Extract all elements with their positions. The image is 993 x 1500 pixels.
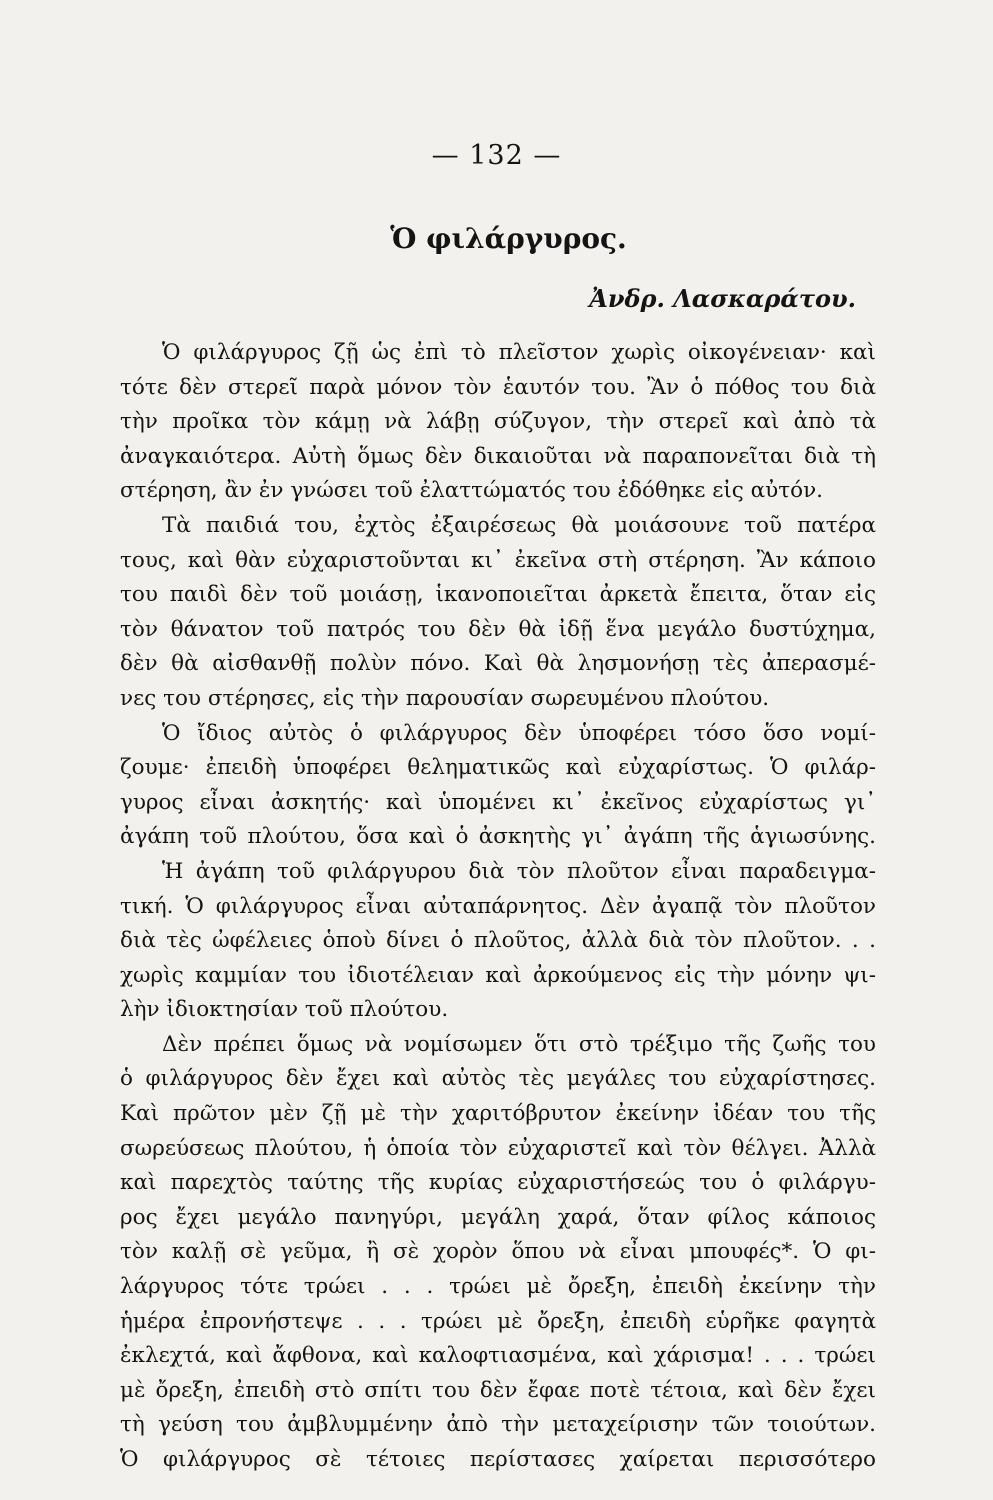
text-line: τὸν καλῇ σὲ γεῦμα, ἢ σὲ χορὸν ὅπου νὰ εἶναι μπουφές*. Ὁ φι- (120, 1239, 876, 1265)
text-line: ρος ἔχει μεγάλο πανηγύρι, μεγάλη χαρά, ὅταν φίλος κάποιος (120, 1204, 876, 1230)
text-line: λὴν ἰδιοκτησίαν τοῦ πλούτου. (120, 997, 449, 1023)
text-line: νες του στέρησες, εἰς τὴν παρουσίαν σωρευμένου πλούτου. (120, 685, 770, 711)
page-number: — 132 — (431, 140, 562, 171)
text-line: ἀναγκαιότερα. Αὐτὴ ὅμως δὲν δικαιοῦται νὰ παραπονεῖται διὰ τὴ (120, 443, 876, 469)
text-line: σωρεύσεως πλούτου, ἡ ὁποία τὸν εὐχαριστεῖ καὶ τὸν θέλγει. Ἀλλὰ (120, 1135, 876, 1161)
text-line: μὲ ὄρεξη, ἐπειδὴ στὸ σπίτι του δὲν ἔφαε ποτὲ τέτοια, καὶ δὲν ἔχει (120, 1377, 876, 1403)
body-text (120, 336, 876, 1478)
text-line: τὴ γεύση του ἀμβλυμμένην ἀπὸ τὴν μεταχείρισην τῶν τοιούτων. (120, 1412, 876, 1438)
text-line: τὸν θάνατον τοῦ πατρός του δὲν θὰ ἰδῇ ἕνα μεγάλο δυστύχημα, (120, 616, 876, 642)
text-line: στέρηση, ἂν ἐν γνώσει τοῦ ἐλαττώματός του ἐδόθηκε εἰς αὐτόν. (120, 478, 823, 504)
text-line: Ὁ φιλάργυρος ζῇ ὡς ἐπὶ τὸ πλεῖστον χωρὶς οἰκογένειαν· καὶ (162, 340, 876, 365)
text-line: Ὁ ἴδιος αὐτὸς ὁ φιλάργυρος δὲν ὑποφέρει τόσο ὅσο νομί- (162, 720, 876, 746)
text-line: τική. Ὁ φιλάργυρος εἶναι αὐταπάρνητος. Δὲν ἀγαπᾷ τὸν πλοῦτον (120, 893, 876, 919)
text-line: Τὰ παιδιά του, ἐχτὸς ἐξαιρέσεως θὰ μοιάσουνε τοῦ πατέρα (162, 512, 876, 538)
text-line: γυρος εἶναι ἀσκητής· καὶ ὑπομένει κι᾽ ἐκεῖνος εὐχαρίστως γι᾽ (120, 789, 876, 815)
text-line: δὲν θὰ αἰσθανθῇ πολὺν πόνο. Καὶ θὰ λησμονήσῃ τὲς ἀπερασμέ- (120, 651, 876, 677)
text-line: χωρὶς καμμίαν του ἰδιοτέλειαν καὶ ἀρκούμενος εἰς τὴν μόνην ψι- (120, 962, 876, 988)
text-line: ζουμε· ἐπειδὴ ὑποφέρει θεληματικῶς καὶ εὐχαρίστως. Ὁ φιλάρ- (120, 755, 876, 781)
text-line: Ὁ φιλάργυρος σὲ τέτοιες περίστασες χαίρεται περισσότερο (120, 1447, 876, 1472)
text-line: ἐκλεχτά, καὶ ἄφθονα, καὶ καλοφτιασμένα, καὶ χάρισμα! . . . τρώει (120, 1343, 876, 1369)
text-line: Δὲν πρέπει ὅμως νὰ νομίσωμεν ὅτι στὸ τρέξιμο τῆς ζωῆς του (162, 1031, 876, 1057)
text-line: ἀγάπη τοῦ πλούτου, ὅσα καὶ ὁ ἀσκητὴς γι᾽ ἀγάπη τῆς ἁγιωσύνης. (120, 824, 876, 850)
text-line: τὴν προῖκα τὸν κάμῃ νὰ λάβῃ σύζυγον, τὴν στερεῖ καὶ ἀπὸ τὰ (120, 409, 876, 435)
text-line: Καὶ πρῶτον μὲν ζῇ μὲ τὴν χαριτόβρυτον ἐκείνην ἰδέαν του τῆς (120, 1101, 876, 1127)
text-line: τότε δὲν στερεῖ παρὰ μόνον τὸν ἑαυτόν του. Ἂν ὁ πόθος του διὰ (120, 374, 876, 400)
text-line: Ἡ ἀγάπη τοῦ φιλάργυρου διὰ τὸν πλοῦτον εἶναι παραδειγμα- (162, 858, 876, 884)
text-line: ἡμέρα ἐπρονήστεψε . . . τρώει μὲ ὄρεξη, ἐπειδὴ εὑρῆκε φαγητὰ (120, 1308, 876, 1334)
text-line: διὰ τὲς ὠφέλειες ὁποὺ δίνει ὁ πλοῦτος, ἀλλὰ διὰ τὸν πλοῦτον. . . (120, 928, 876, 954)
text-line: τους, καὶ θὰν εὐχαριστοῦνται κι᾽ ἐκεῖνα στὴ στέρηση. Ἂν κάποιο (120, 547, 876, 573)
text-line: λάργυρος τότε τρώει . . . τρώει μὲ ὄρεξη, ἐπειδὴ ἐκείνην τὴν (120, 1274, 876, 1300)
text-line: ὁ φιλάργυρος δὲν ἔχει καὶ αὐτὸς τὲς μεγάλες του εὐχαρίστησες. (120, 1066, 876, 1092)
text-line: καὶ παρεχτὸς ταύτης τῆς κυρίας εὐχαριστήσεώς του ὁ φιλάργυ- (120, 1170, 876, 1196)
author-attribution: Ἀνδρ. Λασκαράτου. (589, 284, 856, 313)
text-line: του παιδὶ δὲν τοῦ μοιάσῃ, ἱκανοποιεῖται ἀρκετὰ ἔπειτα, ὅταν εἰς (120, 582, 876, 608)
chapter-title: Ὁ φιλάργυρος. (390, 222, 627, 255)
